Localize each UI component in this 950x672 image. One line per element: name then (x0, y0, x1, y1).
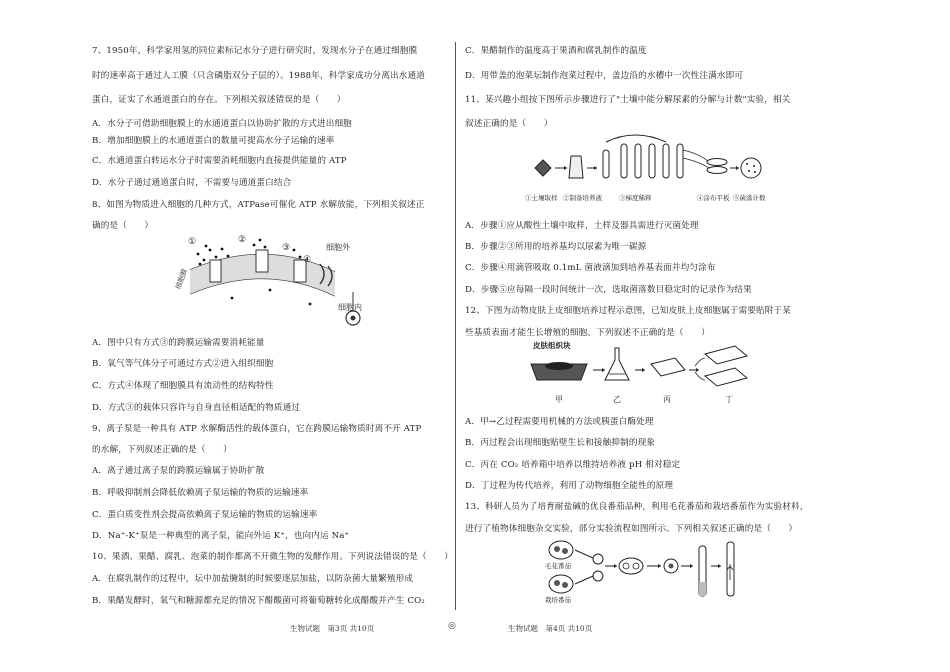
q11-option-b: B．步骤②③所用的培养基均以尿素为唯一碳源 (465, 242, 647, 252)
q9-option-a: A．离子通过离子泵的跨膜运输属于协助扩散 (92, 466, 265, 476)
q8-option-c: C．方式④体现了细胞膜具有流动性的结构特性 (92, 381, 274, 391)
q12-stem-line: 12、下图为动物皮肤上皮细胞培养过程示意图，已知皮肤上皮细胞属于需要贴附于某 (465, 306, 792, 316)
column-divider (455, 42, 456, 610)
q12-option-b: B．丙过程会出现细胞贴壁生长和接触抑制的现象 (465, 438, 656, 448)
q11-option-a: A．步骤①应从酸性土壤中取样，土样及器具需进行灭菌处理 (465, 221, 699, 231)
q11-stem-line: 11、某兴趣小组按下图所示步骤进行了"土壤中能分解尿素的分解与计数"实验，相关 (465, 95, 791, 105)
q10-stem-line: 10、果酒、果醋、腐乳、泡菜的制作都离不开微生物的发酵作用。下列说法错误的是（ ） (92, 552, 453, 562)
dilution-figure (525, 128, 765, 208)
fig-label-2: ② (238, 235, 247, 245)
fig12-tissue-label: 皮肤组织块 (533, 341, 571, 350)
membrane-transport-figure (170, 232, 380, 332)
q7-stem-line: 时的速率高于通过人工膜（只含磷脂双分子层的）。1988年，科学家成功分离出水通道 (92, 71, 425, 81)
fig11-label-1: ①土壤取样 (525, 194, 558, 202)
fig-label-1: ① (188, 237, 197, 247)
q11-option-d: D．步骤⑤应每隔一段时间统计一次，选取菌落数目稳定时的记录作为结果 (465, 285, 752, 295)
q9-stem-line: 的水解，下列叙述正确的是（ ） (92, 445, 232, 455)
q12-stem-line: 些基质表面才能生长增殖的细胞。下列叙述不正确的是（ ） (465, 328, 710, 338)
q7-option-b: B．增加细胞膜上的水通道蛋白的数量可提高水分子运输的速率 (92, 136, 335, 146)
fig-label-4: ④ (303, 255, 312, 265)
q10-option-a: A．在腐乳制作的过程中，坛中加盐腌制的时候要逐层加盐，以防杂菌大量繁殖形成 (92, 574, 414, 584)
fig11-label-2: ②制备培养液 (563, 194, 602, 202)
cell-culture-figure (525, 336, 765, 414)
q9-option-b: B．呼吸抑制剂会降低依赖离子泵运输的物质的运输速率 (92, 488, 309, 498)
label-inside: 细胞内 (338, 303, 362, 312)
q13-stem-line: 13、科研人员为了培育耐盐碱的优良番茄品种，利用毛花番茄和栽培番茄作为实验材料， (465, 502, 809, 512)
q8-stem-line: 确的是（ ） (92, 221, 154, 231)
fig13-plant2-label: 栽培番茄 (545, 596, 571, 604)
fig11-label-3: ③梯度稀释 (619, 194, 652, 202)
q8-option-d: D．方式③的载体只容许与自身直径相适配的物质通过 (92, 403, 301, 413)
q9-option-c: C．蛋白质变性剂会提高依赖离子泵运输的物质的运输速率 (92, 510, 318, 520)
q12-option-c: C．丙在 CO₂ 培养箱中培养以维持培养液 pH 相对稳定 (465, 460, 681, 470)
q7-option-a: A．水分子可借助细胞膜上的水通道蛋白以协助扩散的方式进出细胞 (92, 119, 352, 129)
fig12-label-ding: 丁 (725, 395, 733, 404)
q9-option-d: D．Na⁺-K⁺泵是一种典型的离子泵，能向外运 K⁺，也向内运 Na⁺ (92, 531, 350, 541)
q11-option-c: C．步骤④用滴管吸取 0.1mL 菌液滴加到培养基表面并均匀涂布 (465, 263, 716, 273)
page-footer-left: 生物试题 第3页 共10页 (290, 624, 375, 633)
fig12-label-yi: 乙 (613, 395, 621, 404)
q12-option-a: A．甲→乙过程需要用机械的方法或胰蛋白酶处理 (465, 417, 654, 427)
fig12-label-jia: 甲 (555, 395, 563, 404)
q9-stem-line: 9、离子泵是一种具有 ATP 水解酶活性的载体蛋白，它在跨膜运输物质时离不开 ATP (92, 424, 422, 434)
fig-label-3: ③ (282, 243, 291, 253)
q7-option-c: C．水通道蛋白转运水分子时需要消耗细胞内直接提供能量的 ATP (92, 156, 347, 166)
label-membrane: 细胞膜 (174, 267, 190, 291)
q12-option-d: D．丁过程为传代培养，利用了动物细胞全能性的原理 (465, 481, 674, 491)
fig11-label-4: ④涂布平板 (697, 194, 730, 202)
q13-stem-line: 进行了植物体细胞杂交实验，部分实验流程如图所示。下列相关叙述正确的是（ ） (465, 524, 798, 534)
q7-stem-line: 蛋白，证实了水通道蛋白的存在。下列相关叙述错误的是（ ） (92, 95, 346, 105)
fig12-label-bing: 丙 (663, 395, 671, 404)
fig11-label-5: ⑤菌落计数 (733, 194, 765, 202)
q11-stem-line: 叙述正确的是（ ） (465, 119, 553, 129)
label-outside: 细胞外 (326, 243, 350, 252)
q7-option-d: D．水分子通过通道蛋白时，不需要与通道蛋白结合 (92, 178, 292, 188)
page-footer-right: 生物试题 第4页 共10页 (508, 624, 593, 633)
footer-mark: ◎ (448, 621, 456, 631)
q8-option-a: A．图中只有方式③的跨膜运输需要消耗能量 (92, 338, 265, 348)
q10-option-b: B．果醋发酵时，氧气和糖源都充足的情况下醋酸菌可将葡萄糖转化成醋酸并产生 CO₂ (92, 596, 425, 606)
q8-option-b: B．氧气等气体分子可通过方式②进入组织细胞 (92, 359, 274, 369)
fig13-plant1-label: 毛花番茄 (545, 562, 571, 570)
q10-option-c: C．果醋制作的温度高于果酒和腐乳制作的温度 (465, 46, 647, 56)
hybridization-figure (535, 536, 765, 610)
q7-stem-line: 7、1950年，科学家用氢的同位素标记水分子进行研究时，发现水分子在通过细胞膜 (92, 46, 418, 56)
q10-option-d: D．用带盖的泡菜坛制作泡菜过程中，盖边沿的水槽中一次性注满水即可 (465, 71, 744, 81)
q8-stem-line: 8、如图为物质进入细胞的几种方式，ATPase可催化 ATP 水解放能，下列相关叙述正 (92, 200, 425, 210)
